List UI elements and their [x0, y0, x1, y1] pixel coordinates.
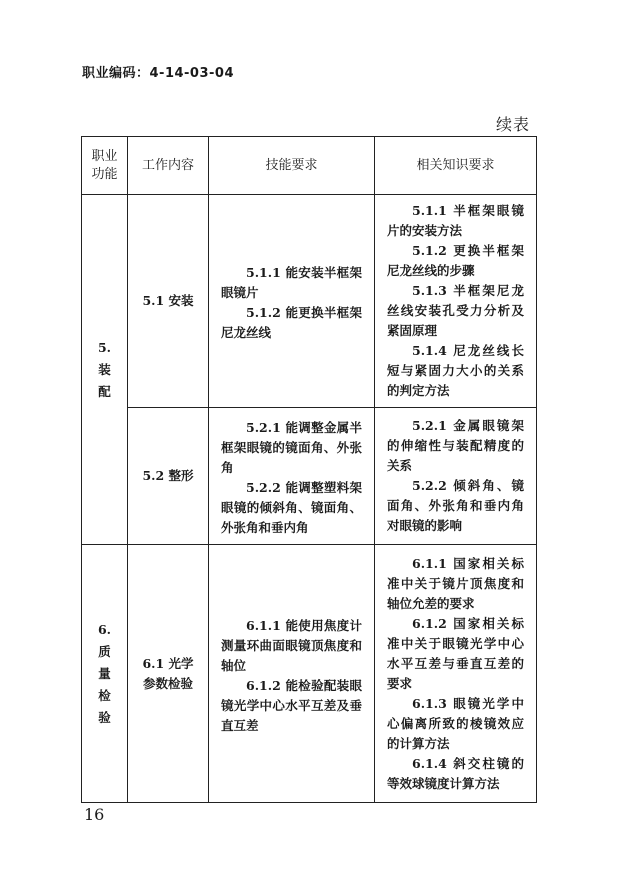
- knowledge-item: 5.2.1 金属眼镜架的伸缩性与装配精度的关系: [387, 418, 524, 473]
- knowledge-item: 6.1.3 眼镜光学中心偏离所致的棱镜效应的计算方法: [387, 695, 524, 751]
- page-number: 16: [84, 805, 105, 824]
- knowledge-item: 5.1.3 半框架尼龙丝线安装孔受力分析及紧固原理: [387, 283, 524, 338]
- content-cell: [128, 195, 209, 408]
- content-label: 6.1 光学 参数检验: [142, 655, 194, 691]
- continued-label: 续表: [495, 115, 530, 134]
- skills-cell: [209, 545, 375, 803]
- function-cell-assembly: [82, 195, 128, 545]
- knowledge-cell: [375, 195, 537, 408]
- skill-item: 6.1.2 能检验配装眼镜光学中心水平互差及垂直互差: [221, 677, 362, 733]
- table-row: [82, 545, 537, 803]
- table-header-row: [82, 137, 537, 195]
- function-label: 5. 装 配: [97, 339, 112, 399]
- table-row: [82, 195, 537, 408]
- skill-item: 6.1.1 能使用焦度计测量环曲面眼镜顶焦度和轴位: [221, 617, 362, 673]
- knowledge-item: 6.1.4 斜交柱镜的等效球镜度计算方法: [387, 755, 524, 791]
- header-content: 工作内容: [128, 137, 209, 195]
- table-row: [82, 408, 537, 545]
- knowledge-cell: [375, 408, 537, 545]
- header-skills: 技能要求: [209, 137, 375, 195]
- knowledge-item: 5.1.2 更换半框架尼龙丝线的步骤: [387, 243, 524, 278]
- skill-item: 5.2.2 能调整塑料架眼镜的倾斜角、镜面角、外张角和垂内角: [221, 480, 362, 535]
- knowledge-cell: [375, 545, 537, 803]
- header-function: [82, 137, 128, 195]
- knowledge-item: 6.1.2 国家相关标准中关于眼镜光学中心水平互差与垂直互差的要求: [387, 615, 524, 691]
- header-knowledge: 相关知识要求: [375, 137, 537, 195]
- requirements-table: [81, 136, 537, 803]
- content-label: 5.1 安装: [142, 293, 194, 308]
- function-label: 6. 质 量 检 验: [97, 621, 112, 725]
- header-function-text: 职业 功能: [91, 148, 118, 182]
- skill-item: 5.1.2 能更换半框架尼龙丝线: [221, 305, 362, 340]
- knowledge-item: 6.1.1 国家相关标准中关于镜片顶焦度和轴位允差的要求: [387, 555, 524, 611]
- skills-cell: [209, 408, 375, 545]
- content-cell: [128, 545, 209, 803]
- knowledge-item: 5.1.1 半框架眼镜片的安装方法: [387, 203, 524, 238]
- content-label: 5.2 整形: [142, 468, 194, 483]
- knowledge-item: 5.2.2 倾斜角、镜面角、外张角和垂内角对眼镜的影响: [387, 478, 524, 533]
- function-cell-quality: [82, 545, 128, 803]
- skills-cell: [209, 195, 375, 408]
- knowledge-item: 5.1.4 尼龙丝线长短与紧固力大小的关系的判定方法: [387, 343, 524, 398]
- occupation-code: 职业编码：4-14-03-04: [82, 66, 235, 81]
- skill-item: 5.2.1 能调整金属半框架眼镜的镜面角、外张角: [221, 420, 362, 475]
- content-cell: [128, 408, 209, 545]
- skill-item: 5.1.1 能安装半框架眼镜片: [221, 265, 362, 300]
